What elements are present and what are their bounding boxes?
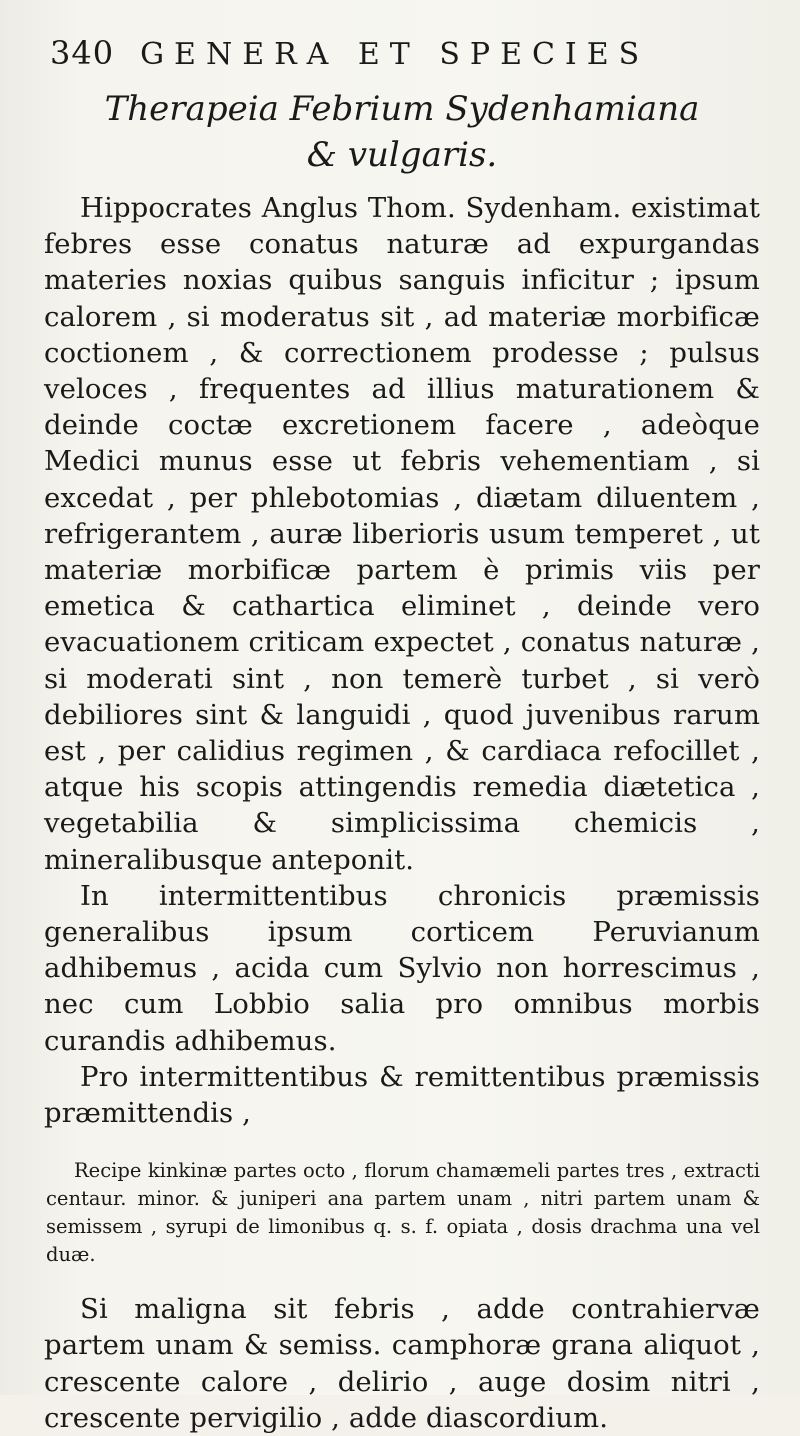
- paragraph-malignant-fever: Si maligna sit febris , adde contrahiervæ partem unam & semiss. camphoræ grana aliquot , crescente calore , delirio , auge dosim nitri , crescente pervigilio , adde diascordium.: [44, 1293, 760, 1434]
- section-title-line-1: Therapeia Febrium Sydenhamiana: [104, 89, 700, 129]
- paragraph-intermittent-chronic: In intermittentibus chronicis præmissis generalibus ipsum corticem Peruvianum adhibemus , acida cum Sylvio non horrescimus , nec cum Lobbio salia pro omnibus morbis curandis adhibemus.: [44, 879, 760, 1057]
- paragraph-sydenham: Hippocrates Anglus Thom. Sydenham. existimat febres esse conatus naturæ ad expurgandas materies noxias quibus sanguis inficitur ; ipsum calorem , si moderatus sit , ad materiæ morbificæ coctionem , & correctionem prodesse ; pulsus veloces , frequentes ad illius maturationem & deinde coctæ excretionem facere , adeòque Medici munus esse ut febris vehementiam , si excedat , per phlebotomias , diætam diluentem , refrigerantem , auræ liberioris usum temperet , ut materiæ morbificæ partem è primis viis per emetica & cathartica eliminet , deinde vero evacuationem criticam expectet , conatus naturæ , si moderati sint , non temerè turbet , si verò debiliores sint & languidi , quod juvenibus rarum est , per calidius regimen , & cardiaca refocillet , atque his scopis attingendis remedia diætetica , vegetabilia & simplicissima chemicis , mineralibusque anteponit.: [44, 192, 760, 876]
- page-number: 340: [50, 34, 115, 72]
- recipe-block: Recipe kinkinæ partes octo , florum chamæmeli partes tres , extracti centaur. minor. & juniperi ana partem unam , nitri partem unam & semissem , syrupi de limonibus q. s. f. opiata , dosis drachma una vel duæ.: [46, 1159, 760, 1267]
- section-title: [44, 86, 760, 178]
- section-title-line-2: & vulgaris.: [306, 135, 498, 175]
- running-head-title: GENERA ET SPECIES: [140, 37, 650, 72]
- paragraph-intermittent-remittent: Pro intermittentibus & remittentibus præmissis præmittendis ,: [44, 1060, 760, 1130]
- running-head: [50, 34, 760, 86]
